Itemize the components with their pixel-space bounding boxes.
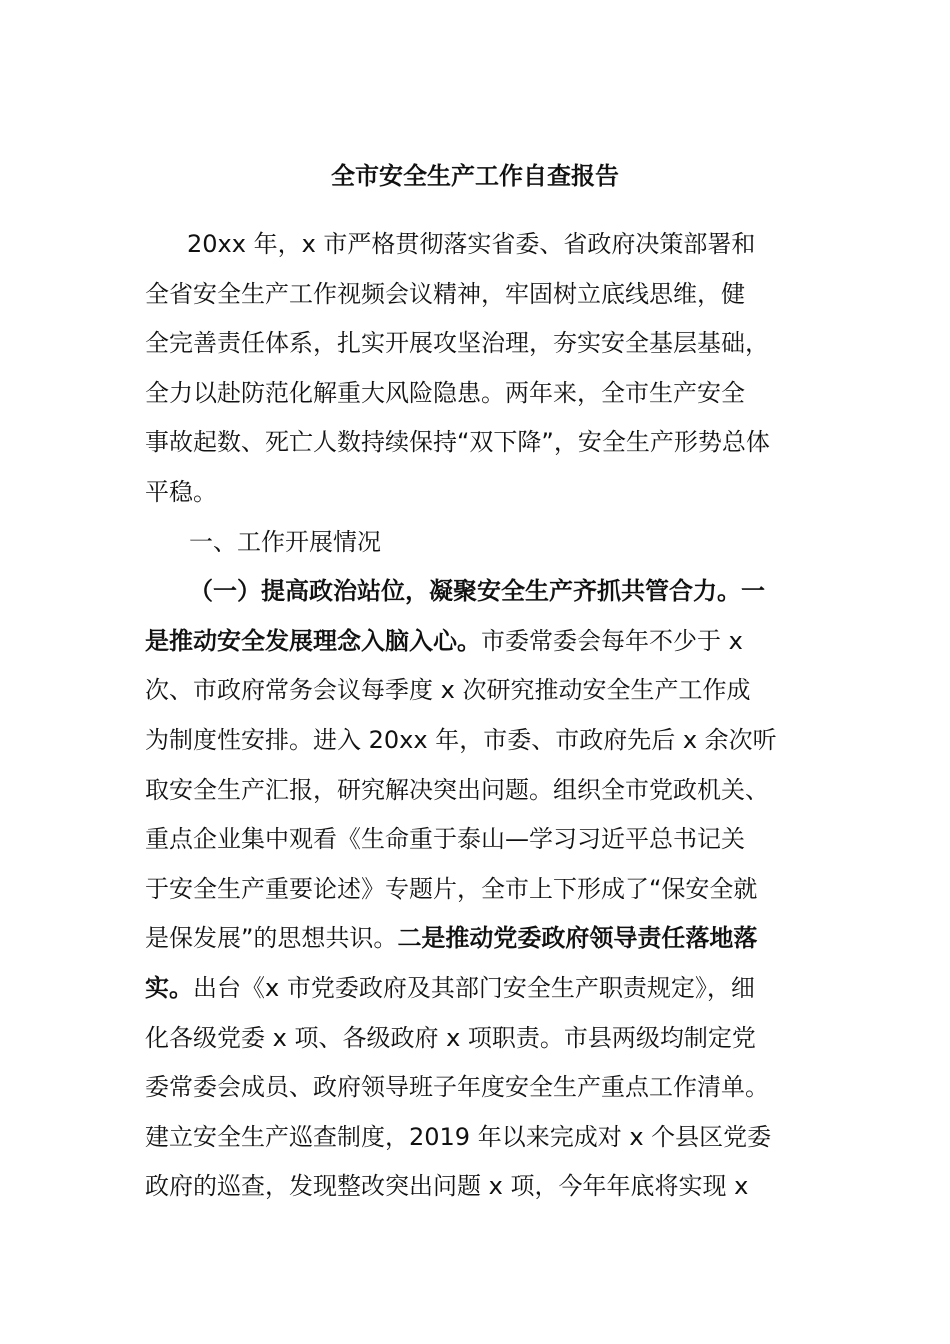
paragraph-line: 政府的巡查，发现整改突出问题 x 项，今年年底将实现 x: [145, 1172, 749, 1201]
paragraph-line: 全力以赴防范化解重大风险隐患。两年来，全市生产安全: [145, 378, 745, 407]
paragraph-line: [145, 964, 810, 1014]
paragraph-line: 委常委会成员、政府领导班子年度安全生产重点工作清单。: [145, 1073, 769, 1102]
paragraph-text: 是保发展”的思想共识。: [145, 924, 398, 953]
document-body: [145, 220, 810, 1212]
paragraph-text: 市委常委会每年不少于 x: [481, 626, 743, 655]
paragraph-line: 建立安全生产巡查制度，2019 年以来完成对 x 个县区党委: [145, 1122, 772, 1151]
paragraph-text: 出台《x 市党委政府及其部门安全生产职责规定》，细: [193, 973, 755, 1002]
subsection-heading: （一）提高政治站位，凝聚安全生产齐抓共管合力。一: [189, 577, 765, 606]
paragraph-line: 20xx 年，x 市严格贯彻落实省委、省政府决策部署和: [187, 230, 756, 258]
document-title: 全市安全生产工作自查报告: [331, 162, 619, 190]
paragraph-line: 重点企业集中观看《生命重于泰山—学习习近平总书记关: [145, 825, 745, 854]
paragraph-line: 全完善责任体系，扎实开展攻坚治理，夯实安全基层基础，: [145, 329, 769, 358]
paragraph-line: 平稳。: [145, 477, 217, 506]
paragraph-line: 全省安全生产工作视频会议精神，牢固树立底线思维，健: [145, 279, 745, 308]
paragraph-line: 取安全生产汇报，研究解决突出问题。组织全市党政机关、: [145, 775, 769, 804]
paragraph-line: 化各级党委 x 项、各级政府 x 项职责。市县两级均制定党: [145, 1023, 756, 1052]
paragraph-line: 次、市政府常务会议每季度 x 次研究推动安全生产工作成: [145, 676, 751, 705]
bold-lead-text: 实。: [145, 973, 193, 1002]
paragraph-line: [145, 914, 810, 964]
section-heading: 一、工作开展情况: [189, 527, 381, 556]
paragraph-line: [145, 617, 810, 667]
bold-lead-text: 是推动安全发展理念入脑入心。: [145, 626, 481, 655]
paragraph-line: 为制度性安排。进入 20xx 年，市委、市政府先后 x 余次听: [145, 725, 777, 754]
paragraph-line: 事故起数、死亡人数持续保持“双下降”，安全生产形势总体: [145, 428, 770, 457]
bold-lead-text: 二是推动党委政府领导责任落地落: [397, 924, 758, 953]
paragraph-line: 于安全生产重要论述》专题片，全市上下形成了“保安全就: [145, 874, 758, 903]
